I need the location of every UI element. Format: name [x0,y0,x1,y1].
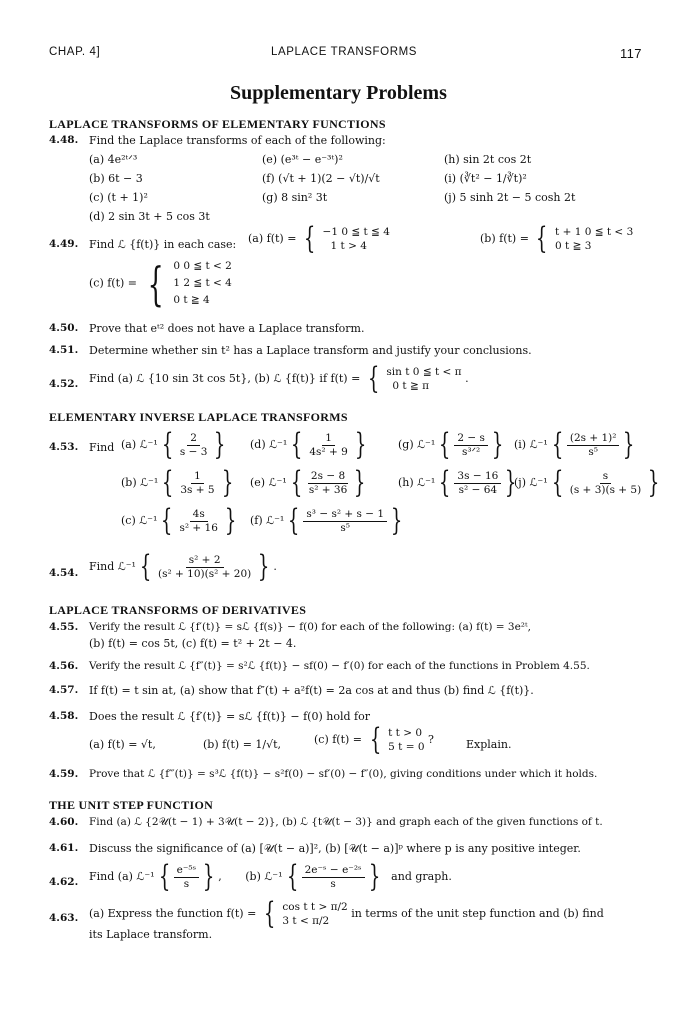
problem-text-4-49: Find ℒ {f(t)} in each case: [89,238,237,251]
inverse-4-62 [89,859,452,894]
section-heading-unit-step: THE UNIT STEP FUNCTION [49,798,214,812]
fraction [454,470,501,497]
case-line: 1 t > 4 [330,240,367,252]
inverse-operator: (b) ℒ⁻¹ [245,870,283,883]
inverse-4-53-d [250,427,370,462]
item-4-48-b: (b) 6t − 3 [89,172,143,185]
right-brace: } [214,427,226,462]
problem-number-4-49: 4.49. [49,238,79,250]
piecewise-4-49-c-label: (c) f(t) = [89,276,138,290]
inverse-operator: (e) ℒ⁻¹ [250,476,287,489]
numerator: e⁻⁵ˢ [174,864,200,878]
cases-4-52 [386,365,461,393]
comma: , [218,870,222,883]
numerator: 2 − s [454,432,488,446]
fraction [454,432,488,459]
question-mark: ? [428,733,434,746]
piecewise-4-49-a-label: (a) f(t) = [248,232,297,245]
fraction [177,470,217,497]
problem-number-4-61: 4.61. [49,842,79,854]
left-brace: { [263,896,276,931]
cases-4-58 [388,726,424,754]
numerator: 1 [191,470,204,484]
inverse-operator: (i) ℒ⁻¹ [514,438,548,451]
left-brace: { [288,503,300,538]
case-line: t + 1 0 ≦ t < 3 [555,226,634,238]
fraction [567,470,644,497]
problem-number-4-62: 4.62. [49,876,79,888]
chapter-label: CHAP. 4] [49,46,101,58]
piecewise-4-49-b-label: (b) f(t) = [480,232,529,245]
numerator: 3s − 16 [454,470,501,484]
find-label-4-53: Find [89,441,115,454]
problem-text-4-48: Find the Laplace transforms of each of the following: [89,134,386,147]
problem-number-4-51: 4.51. [49,344,79,356]
item-4-58-c [314,722,434,757]
section-heading-derivatives: LAPLACE TRANSFORMS OF DERIVATIVES [49,603,307,617]
problem-text-4-52 [89,361,469,396]
inverse-4-53-c [121,503,240,538]
problem-number-4-55: 4.55. [49,621,79,633]
period: . [465,372,469,385]
problem-number-4-58: 4.58. [49,710,79,722]
item-4-48-i: (i) (∛t² − 1/∛t)² [444,172,527,185]
fraction [177,432,211,459]
piecewise-4-49-a [248,221,390,256]
problem-number-4-50: 4.50. [49,322,79,334]
inverse-4-53-a [121,427,230,462]
denominator: (s² + 10)(s² + 20) [158,567,252,580]
problem-number-4-59: 4.59. [49,768,79,780]
case-line: 0 0 ≦ t < 2 [173,260,232,272]
case-line: t t > 0 [388,727,423,739]
denominator: s² − 64 [458,483,498,496]
item-4-58-a: (a) f(t) = √t, [89,738,156,751]
fraction [155,554,254,581]
denominator: s − 3 [179,445,208,458]
section-heading-inverse: ELEMENTARY INVERSE LAPLACE TRANSFORMS [49,410,348,424]
problem-text-4-60: Find (a) ℒ {2𝒰(t − 1) + 3𝒰(t − 2)}, (b) ℒ {t𝒰(t − 3)} and graph each of the given functions of t. [89,816,603,828]
right-brace: } [368,859,380,894]
problem-text-4-51: Determine whether sin t² has a Laplace transform and justify your conclusions. [89,344,532,357]
left-brace: { [303,221,316,256]
period: . [273,560,277,573]
case-line: cos t t > π/2 [282,901,348,913]
problem-number-4-48: 4.48. [49,134,79,146]
inverse-operator: (a) ℒ⁻¹ [121,438,158,451]
problem-text-4-57: If f(t) = t sin at, (a) show that f″(t) + a²f(t) = 2a cos at and thus (b) find ℒ {f(t)}. [89,684,534,697]
item-4-48-a: (a) 4e²ᵗᐟ³ [89,153,138,166]
running-title: LAPLACE TRANSFORMS [271,46,418,58]
item-4-48-g: (g) 8 sin² 3t [262,191,328,204]
case-line: 0 t ≧ 4 [173,294,210,306]
problem-text-4-63 [89,896,604,931]
fraction [174,864,200,891]
numerator: 4s [190,508,208,522]
right-brace: } [623,427,635,462]
right-brace: } [354,465,366,500]
left-brace: { [161,427,174,462]
denominator: s² + 36 [308,483,348,496]
inverse-operator: (d) ℒ⁻¹ [250,438,288,451]
item-4-48-c: (c) (t + 1)² [89,191,148,204]
item-4-58-b: (b) f(t) = 1/√t, [203,738,282,751]
denominator: s [330,877,336,890]
numerator: 2 [187,432,200,446]
denominator: 4s² + 9 [309,445,348,458]
cases-4-49-b [555,225,633,253]
problem-number-4-57: 4.57. [49,684,79,696]
left-brace: { [439,427,451,462]
denominator: s⁵ [340,521,351,534]
piecewise-4-49-b [480,221,634,256]
left-brace: { [139,549,152,584]
inverse-4-53-e [250,465,369,500]
case-line: 1 2 ≦ t < 4 [173,277,232,289]
right-brace: } [202,859,215,894]
denominator: s³ᐟ² [462,445,481,458]
problem-text-4-63-line2: its Laplace transform. [89,928,213,941]
problem-4-63-lead: (a) Express the function f(t) = [89,907,257,920]
right-brace: } [224,503,237,538]
problem-number-4-53: 4.53. [49,441,79,453]
numerator: s [600,470,611,484]
right-brace: } [258,549,270,584]
page-title: Supplementary Problems [230,82,447,104]
problem-number-4-54: 4.54. [49,567,79,579]
left-brace: { [367,361,380,396]
left-brace: { [291,427,303,462]
inverse-operator: (b) ℒ⁻¹ [121,476,159,489]
right-brace: } [354,427,367,462]
inverse-4-53-h [398,465,520,500]
right-brace: } [648,465,660,500]
numerator: s³ − s² + s − 1 [303,508,387,522]
inverse-operator: (h) ℒ⁻¹ [398,476,436,489]
item-4-48-e: (e) (e³ᵗ − e⁻³ᵗ)² [262,153,343,166]
left-brace: { [162,465,174,500]
left-brace: { [286,859,298,894]
denominator: s⁵ [588,445,598,458]
left-brace: { [536,221,548,256]
problem-number-4-60: 4.60. [49,816,79,828]
inverse-operator: Find (a) ℒ⁻¹ [89,870,155,883]
problem-4-63-rest: in terms of the unit step function and (b) find [351,907,604,920]
inverse-4-54 [89,549,277,584]
inverse-4-53-j [514,465,663,500]
denominator: (s + 3)(s + 5) [569,483,642,496]
cases-4-49-a [323,225,390,253]
inverse-operator: (j) ℒ⁻¹ [514,476,548,489]
inverse-operator: Find ℒ⁻¹ [89,560,136,573]
case-line: sin t 0 ≦ t < π [386,366,462,378]
problem-4-52-lead: Find (a) ℒ {10 sin 3t cos 5t}, (b) ℒ {f(t)} if f(t) = [89,372,361,385]
problem-text-4-55-line2: (b) f(t) = cos 5t, (c) f(t) = t² + 2t − 4. [89,637,297,650]
denominator: 3s + 5 [180,483,215,496]
numerator: (2s + 1)² [567,432,620,446]
case-line: 3 t < π/2 [282,915,330,927]
section-heading-elementary: LAPLACE TRANSFORMS OF ELEMENTARY FUNCTIONS [49,117,386,131]
fraction [306,470,350,497]
numerator: 2e⁻ˢ − e⁻²ˢ [302,864,365,878]
fraction [567,432,620,459]
left-brace: { [551,427,564,462]
fraction [302,864,365,891]
left-brace: { [290,465,303,500]
problem-text-4-56: Verify the result ℒ {f″(t)} = s²ℒ {f(t)} − sf(0) − f′(0) for each of the functions in Problem 4.55. [89,660,590,672]
left-brace: { [369,722,381,757]
inverse-operator: (f) ℒ⁻¹ [250,514,285,527]
problem-number-4-63: 4.63. [49,912,79,924]
problem-text-4-61: Discuss the significance of (a) [𝒰(t − a)]², (b) [𝒰(t − a)]ᵖ where p is any positive integer. [89,842,581,855]
item-4-48-f: (f) (√t + 1)(2 − √t)/√t [262,172,380,185]
denominator: s² + 16 [179,521,218,534]
problem-text-4-50: Prove that eᵗ² does not have a Laplace transform. [89,322,365,335]
fraction [303,508,387,535]
case-line: 0 t ≧ 3 [555,240,592,252]
item-4-48-j: (j) 5 sinh 2t − 5 cosh 2t [444,191,576,204]
cases-4-49-c [173,258,232,309]
cases-4-63 [282,900,347,928]
piecewise-label: (c) f(t) = [314,733,363,746]
case-line: −1 0 ≦ t ≦ 4 [322,226,390,238]
page-number: 117 [620,46,642,61]
item-4-48-h: (h) sin 2t cos 2t [444,153,532,166]
denominator: s [183,877,190,890]
problem-text-4-55-line1: Verify the result ℒ {f′(t)} = sℒ {f(s)} − f(0) for each of the following: (a) f(t) = 3e²ᵗ, [89,621,531,633]
numerator: s² + 2 [186,554,224,568]
right-brace: } [221,465,233,500]
left-brace: { [147,256,164,311]
right-brace: } [505,465,517,500]
problem-number-4-52: 4.52. [49,378,79,390]
left-brace: { [158,859,170,894]
case-line: 5 t = 0 [388,741,425,753]
inverse-4-53-b [89,465,237,500]
problem-text-4-59: Prove that ℒ {f‴(t)} = s³ℒ {f(t)} − s²f(0) − sf′(0) − f″(0), giving conditions under which it holds. [89,768,598,780]
inverse-4-53-g [398,427,507,462]
problem-text-4-58: Does the result ℒ {f′(t)} = sℒ {f(t)} − f(0) hold for [89,710,370,723]
case-line: 0 t ≧ π [392,380,430,392]
inverse-4-53-f [250,503,406,538]
right-brace: } [390,503,403,538]
fraction [176,508,220,535]
problem-number-4-56: 4.56. [49,660,79,672]
left-brace: { [439,465,451,500]
fraction [306,432,350,459]
left-brace: { [161,503,173,538]
piecewise-4-49-c [89,258,232,309]
inverse-operator: (g) ℒ⁻¹ [398,438,436,451]
left-brace: { [551,465,563,500]
inverse-4-53-i [514,427,639,462]
right-brace: } [491,427,504,462]
numerator: 1 [322,432,335,446]
item-4-48-d: (d) 2 sin 3t + 5 cos 3t [89,210,210,223]
and-graph: and graph. [391,870,452,883]
numerator: 2s − 8 [308,470,348,484]
explain-4-58: Explain. [466,738,512,751]
inverse-operator: (c) ℒ⁻¹ [121,514,158,527]
